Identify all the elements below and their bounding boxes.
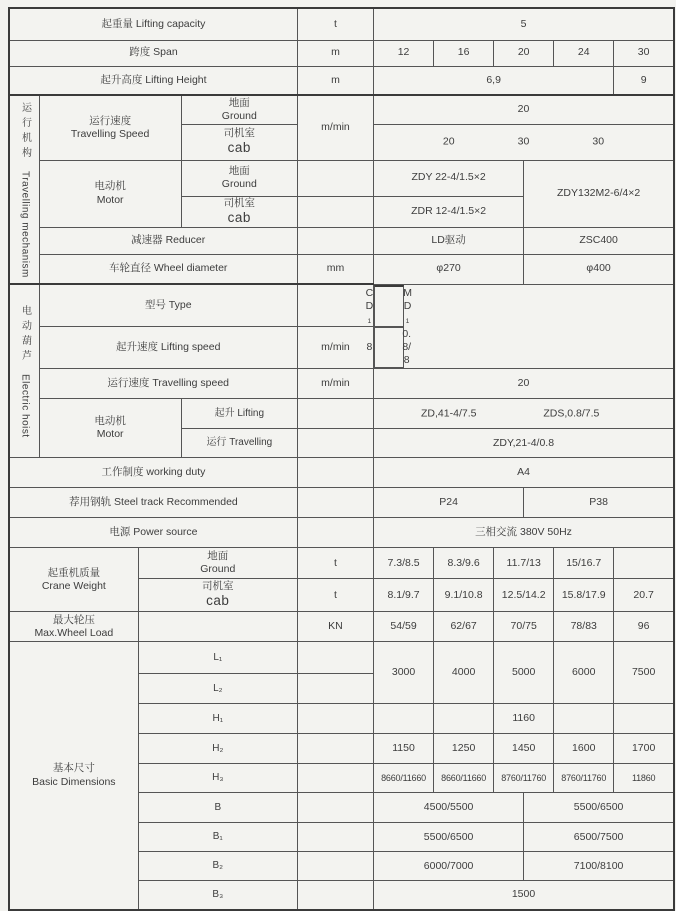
dim-B1-right: 6500/7500 (524, 823, 674, 852)
max-wheel-load-value: 54/59 (374, 612, 434, 642)
dim-H3-value: 8660/11660 (434, 764, 494, 793)
hoist-type-label: 型号 Type (39, 284, 297, 327)
hoist-motor-lifting-values (374, 399, 674, 429)
steel-track-label: 荐用钢轨 Steel track Recommended (9, 488, 297, 518)
crane-spec-table (8, 7, 675, 911)
max-wheel-load-unit: KN (297, 612, 373, 642)
crane-weight-ground-value: 8.3/9.6 (434, 548, 494, 579)
hoist-type-values (365, 285, 412, 327)
max-wheel-load-label (9, 612, 138, 642)
hoist-lifting-speed-label: 起升速度 Lifting speed (39, 327, 297, 369)
hoist-motor-travelling-value: ZDY,21-4/0.8 (374, 429, 674, 458)
crane-weight-unit: t (297, 579, 373, 612)
power-source-value: 三相交流 380V 50Hz (374, 518, 674, 548)
working-duty-value: A4 (374, 458, 674, 488)
span-value: 12 (374, 40, 434, 66)
reducer-left-value: LD驱动 (374, 227, 524, 254)
dim-L1-sublabel: L₁ (138, 642, 297, 674)
empty-unit-cell (297, 227, 373, 254)
empty-unit-cell (297, 764, 373, 793)
hoist-motor-lifting-sublabel: 起升 Lifting (181, 399, 297, 429)
hoist-travelling-speed-unit: m/min (297, 369, 373, 399)
hoist-lifting-speed-values (366, 327, 412, 368)
dim-L-value: 7500 (614, 642, 674, 704)
travelling-speed-unit: m/min (297, 95, 373, 160)
label-en: Travelling Speed (70, 127, 150, 140)
dim-H1-empty (554, 704, 614, 734)
lifting-height-value-main: 6,9 (374, 66, 614, 95)
label-zh: 地面 (207, 550, 229, 563)
dim-B-left: 4500/5500 (374, 793, 524, 823)
dim-L2-sublabel: L₂ (138, 674, 297, 704)
span-value: 16 (434, 40, 494, 66)
power-source-label: 电源 Power source (9, 518, 297, 548)
lifting-capacity-label: 起重量 Lifting capacity (9, 8, 297, 40)
dim-H2-value: 1250 (434, 734, 494, 764)
dim-B3-sublabel: B₃ (138, 881, 297, 910)
label-zh: 电动机 (94, 180, 126, 193)
empty-unit-cell (297, 852, 373, 881)
section-label-en: Travelling mechanism (19, 170, 31, 278)
section-label-en: Electric hoist (19, 373, 31, 438)
dim-H2-sublabel: H₂ (138, 734, 297, 764)
dim-B2-left: 6000/7000 (374, 852, 524, 881)
max-wheel-load-value: 70/75 (494, 612, 554, 642)
dim-B-right: 5500/6500 (524, 793, 674, 823)
label-en: cab (227, 140, 251, 156)
label-zh: 地面 (228, 96, 250, 109)
empty-unit-cell (297, 674, 373, 704)
reducer-label: 减速器 Reducer (39, 227, 297, 254)
empty-unit-cell (297, 458, 373, 488)
empty-unit-cell (297, 196, 373, 227)
wheel-diameter-right: φ400 (524, 254, 674, 284)
cab-speed-values (374, 124, 674, 160)
label-en: Ground (221, 109, 257, 122)
hoist-lifting-speed-value: 0.8/8 (402, 327, 412, 367)
span-value: 20 (494, 40, 554, 66)
label-en: Max.Wheel Load (34, 626, 114, 639)
empty-unit-cell (297, 429, 373, 458)
working-duty-label: 工作制度 working duty (9, 458, 297, 488)
crane-weight-ground-value: 11.7/13 (494, 548, 554, 579)
dim-B2-sublabel: B₂ (138, 852, 297, 881)
label-en: Motor (96, 193, 124, 206)
section-label-zh: 运行机构 (19, 101, 31, 162)
crane-weight-cab-value: 20.7 (614, 579, 674, 612)
ground-sublabel (138, 548, 297, 579)
lifting-height-value-last: 9 (614, 66, 674, 95)
empty-unit-cell (297, 823, 373, 852)
steel-track-right: P38 (524, 488, 674, 518)
label-zh: 司机室 (223, 127, 256, 139)
empty-unit-cell (297, 488, 373, 518)
cab-speed-value: 30 (517, 135, 530, 148)
lifting-capacity-unit: t (297, 8, 373, 40)
empty-cell (138, 612, 297, 642)
section-label-zh: 电动葫芦 (19, 304, 31, 365)
hoist-lifting-speed-unit: m/min (297, 327, 373, 369)
hoist-motor-label (39, 399, 181, 458)
crane-weight-cab-value: 15.8/17.9 (554, 579, 614, 612)
dim-H2-value: 1150 (374, 734, 434, 764)
travelling-mechanism-section-label (9, 95, 39, 284)
crane-weight-ground-value: 15/16.7 (554, 548, 614, 579)
lifting-capacity-value: 5 (374, 8, 674, 40)
reducer-right-value: ZSC400 (524, 227, 674, 254)
label-zh: 地面 (228, 164, 250, 177)
span-label: 跨度 Span (9, 40, 297, 66)
dim-B1-left: 5500/6500 (374, 823, 524, 852)
crane-weight-cab-value: 8.1/9.7 (374, 579, 434, 612)
crane-weight-ground-value-empty (614, 548, 674, 579)
lifting-height-unit: m (297, 66, 373, 95)
motor-merged-value: ZDY132M2-6/4×2 (524, 160, 674, 227)
cab-sublabel (138, 579, 297, 612)
dim-B-sublabel: B (138, 793, 297, 823)
hoist-travelling-speed-label: 运行速度 Travelling speed (39, 369, 297, 399)
max-wheel-load-value: 96 (614, 612, 674, 642)
electric-hoist-section-label (9, 284, 39, 458)
dim-L-value: 3000 (374, 642, 434, 704)
empty-unit-cell (297, 734, 373, 764)
dim-B2-right: 7100/8100 (524, 852, 674, 881)
max-wheel-load-value: 62/67 (434, 612, 494, 642)
dim-H3-value: 11860 (614, 764, 674, 793)
span-value: 30 (614, 40, 674, 66)
hoist-motor-lifting-value: ZD,41-4/7.5 (421, 407, 477, 420)
ground-sublabel (181, 95, 297, 124)
cab-sublabel (181, 124, 297, 160)
label-zh: 司机室 (223, 196, 256, 209)
crane-weight-cab-value: 12.5/14.2 (494, 579, 554, 612)
empty-unit-cell (297, 793, 373, 823)
basic-dimensions-label (9, 642, 138, 910)
hoist-motor-lifting-value: ZDS,0.8/7.5 (543, 407, 600, 420)
dim-L-value: 4000 (434, 642, 494, 704)
hoist-type-value: CD₁ (365, 286, 374, 325)
dim-H3-sublabel: H₃ (138, 764, 297, 793)
empty-unit-cell (297, 518, 373, 548)
cab-speed-value: 20 (442, 135, 455, 148)
label-en: Ground (221, 178, 257, 190)
hoist-lifting-speed-value: 8 (366, 341, 373, 353)
label-en: Basic Dimensions (32, 775, 116, 788)
steel-track-left: P24 (374, 488, 524, 518)
label-zh: 电动机 (94, 415, 126, 428)
label-zh: 最大轮压 (52, 613, 95, 626)
label-zh: 运行速度 (89, 114, 132, 127)
lifting-height-label: 起升高度 Lifting Height (9, 66, 297, 95)
dim-H1-empty (614, 704, 674, 734)
dim-H1-empty (434, 704, 494, 734)
motor-ground-value: ZDY 22-4/1.5×2 (374, 160, 524, 196)
empty-unit-cell (297, 642, 373, 674)
dim-H3-value: 8660/11660 (374, 764, 434, 793)
dim-H1-value: 1160 (494, 704, 554, 734)
empty-unit-cell (297, 881, 373, 910)
ground-sublabel (181, 160, 297, 196)
dim-H1-sublabel: H₁ (138, 704, 297, 734)
span-unit: m (297, 40, 373, 66)
crane-weight-ground-value: 7.3/8.5 (374, 548, 434, 579)
max-wheel-load-value: 78/83 (554, 612, 614, 642)
crane-weight-unit: t (297, 548, 373, 579)
travelling-speed-label (39, 95, 181, 160)
label-zh: 起重机质量 (47, 566, 101, 579)
crane-weight-cab-value: 9.1/10.8 (434, 579, 494, 612)
motor-cab-value: ZDR 12-4/1.5×2 (374, 196, 524, 227)
dim-B3-value: 1500 (374, 881, 674, 910)
label-en: cab (227, 209, 251, 225)
label-en: Crane Weight (41, 579, 106, 592)
label-zh: 司机室 (202, 580, 234, 593)
dim-H3-value: 8760/11760 (494, 764, 554, 793)
dim-H2-value: 1450 (494, 734, 554, 764)
dim-B1-sublabel: B₁ (138, 823, 297, 852)
mechanism-motor-label (39, 160, 181, 227)
label-en: Ground (200, 563, 236, 576)
dim-H1-empty (374, 704, 434, 734)
dim-L-value: 6000 (554, 642, 614, 704)
wheel-diameter-left: φ270 (374, 254, 524, 284)
ground-speed-value: 20 (374, 95, 674, 124)
cab-speed-value: 30 (592, 135, 605, 148)
empty-unit-cell (297, 399, 373, 429)
crane-weight-label (9, 548, 138, 612)
label-en: cab (206, 593, 230, 609)
dim-L-value: 5000 (494, 642, 554, 704)
empty-unit-cell (297, 160, 373, 196)
label-en: Motor (96, 428, 124, 441)
dim-H3-value: 8760/11760 (554, 764, 614, 793)
wheel-diameter-unit: mm (297, 254, 373, 284)
span-value: 24 (554, 40, 614, 66)
empty-unit-cell (297, 284, 373, 327)
dim-H2-value: 1600 (554, 734, 614, 764)
dim-H2-value: 1700 (614, 734, 674, 764)
label-zh: 基本尺寸 (52, 762, 95, 775)
hoist-travelling-speed-value: 20 (374, 369, 674, 399)
hoist-type-value: MD₁ (403, 286, 412, 325)
cab-sublabel (181, 196, 297, 227)
hoist-motor-travelling-sublabel: 运行 Travelling (181, 429, 297, 458)
empty-unit-cell (297, 704, 373, 734)
wheel-diameter-label: 车轮直径 Wheel diameter (39, 254, 297, 284)
